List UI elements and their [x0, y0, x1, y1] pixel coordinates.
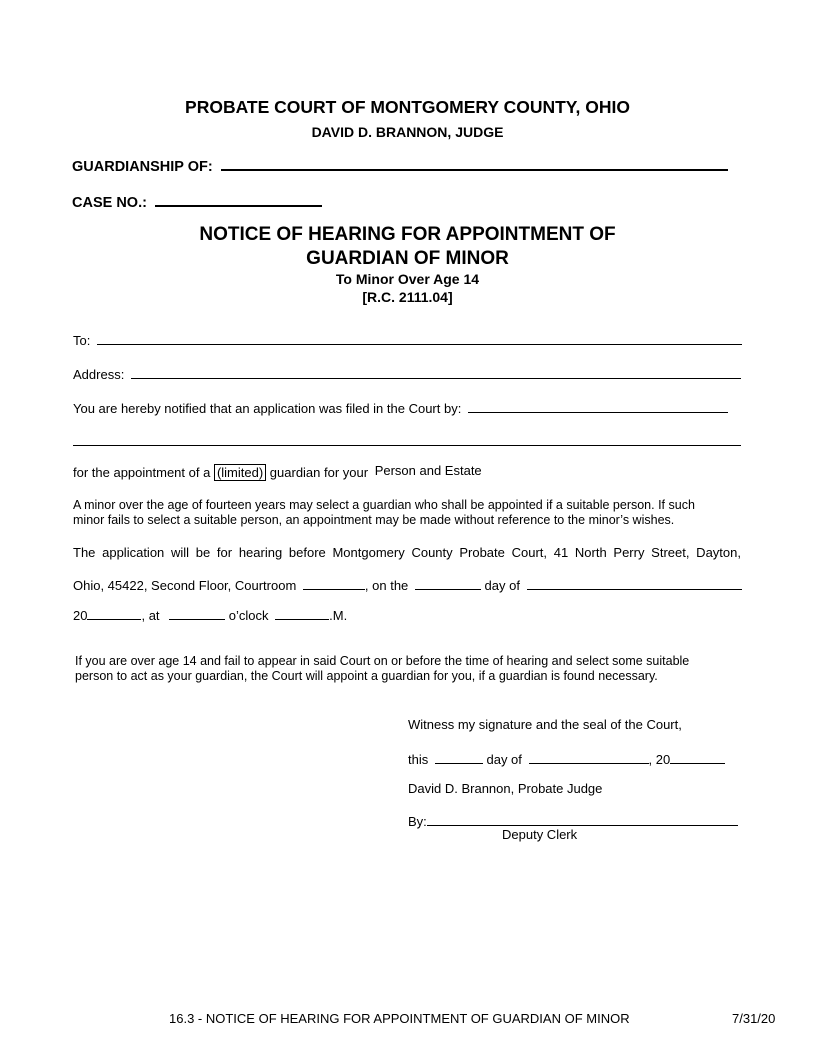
judge-name: DAVID D. BRANNON, JUDGE [311, 124, 504, 140]
deputy-clerk-label: Deputy Clerk [502, 827, 578, 842]
court-name: PROBATE COURT OF MONTGOMERY COUNTY, OHIO [185, 97, 630, 117]
statute-reference: [R.C. 2111.04] [362, 289, 453, 305]
signature-date-row [408, 750, 725, 767]
to-field[interactable] [97, 331, 742, 345]
hearing-time-field[interactable] [169, 606, 225, 620]
hearing-year-prefix: 20 [73, 608, 88, 623]
hearing-line3 [73, 606, 347, 623]
hearing-month-field[interactable] [527, 576, 742, 590]
to-label: To: [73, 333, 91, 348]
courtroom-field[interactable] [303, 576, 365, 590]
case-number-field[interactable] [155, 192, 322, 207]
hearing-line2 [73, 576, 742, 593]
hearing-m: .M. [329, 608, 348, 623]
minor-paragraph-line1: A minor over the age of fourteen years may select a guardian who shall be appointed if a suitable person. If such [73, 498, 695, 512]
guardianship-field[interactable] [221, 156, 728, 171]
hearing-day-of: day of [484, 578, 520, 593]
case-row [72, 192, 322, 211]
hearing-courtroom-label: Ohio, 45422, Second Floor, Courtroom [73, 578, 297, 593]
guardianship-label: GUARDIANSHIP OF: [72, 159, 213, 175]
appear-paragraph-line1: If you are over age 14 and fail to appear in said Court on or before the time of hearing and select some suitable [75, 654, 690, 668]
filed-by-row [73, 399, 728, 416]
address-row [73, 365, 741, 382]
hearing-year-field[interactable] [87, 606, 141, 620]
address-field[interactable] [131, 365, 741, 379]
hearing-on-the: , on the [364, 578, 409, 593]
footer-form-title: 16.3 - NOTICE OF HEARING FOR APPOINTMENT OF GUARDIAN OF MINOR [169, 1011, 630, 1026]
notice-subtitle: To Minor Over Age 14 [335, 271, 480, 287]
notice-title-line1: NOTICE OF HEARING FOR APPOINTMENT OF [199, 224, 616, 245]
appointment-prefix: for the appointment of a [73, 465, 211, 480]
filed-by-field-line2[interactable] [73, 432, 741, 446]
appointment-row [73, 465, 482, 480]
filed-by-field[interactable] [468, 399, 728, 413]
to-row [73, 331, 742, 348]
hearing-line1: The application will be for hearing before Montgomery County Probate Court, 41 North Perry Street, Dayton, [73, 545, 741, 560]
case-label: CASE NO.: [72, 195, 147, 211]
by-label: By: [408, 814, 427, 829]
footer-date: 7/31/20 [732, 1011, 776, 1026]
probate-judge-line: David D. Brannon, Probate Judge [408, 781, 603, 796]
address-label: Address: [73, 367, 125, 382]
minor-paragraph-line2: minor fails to select a suitable person, an appointment may be made without reference to the minor’s wishes. [73, 513, 675, 527]
hearing-day-field[interactable] [415, 576, 481, 590]
signature-day-field[interactable] [435, 750, 483, 764]
hearing-at: , at [141, 608, 160, 623]
hearing-ampm-field[interactable] [275, 606, 329, 620]
signature-year-field[interactable] [670, 750, 725, 764]
signature-day-of: day of [486, 752, 522, 767]
limited-checkbox-label[interactable]: (limited) [214, 464, 266, 481]
witness-text: Witness my signature and the seal of the Court, [408, 717, 682, 732]
deputy-signature-field[interactable] [427, 812, 738, 826]
filed-by-text: You are hereby notified that an application was filed in the Court by: [73, 401, 462, 416]
signature-month-field[interactable] [529, 750, 649, 764]
appointment-mid: guardian for your [269, 465, 369, 480]
appear-paragraph-line2: person to act as your guardian, the Court will appoint a guardian for you, if a guardian is found necessary. [75, 669, 658, 683]
this-label: this [408, 752, 429, 767]
notice-title-line2: GUARDIAN OF MINOR [306, 248, 509, 269]
hearing-oclock: o’clock [228, 608, 269, 623]
signature-year-prefix: , 20 [648, 752, 671, 767]
guardianship-row [72, 156, 728, 175]
appointment-value: Person and Estate [374, 463, 482, 478]
